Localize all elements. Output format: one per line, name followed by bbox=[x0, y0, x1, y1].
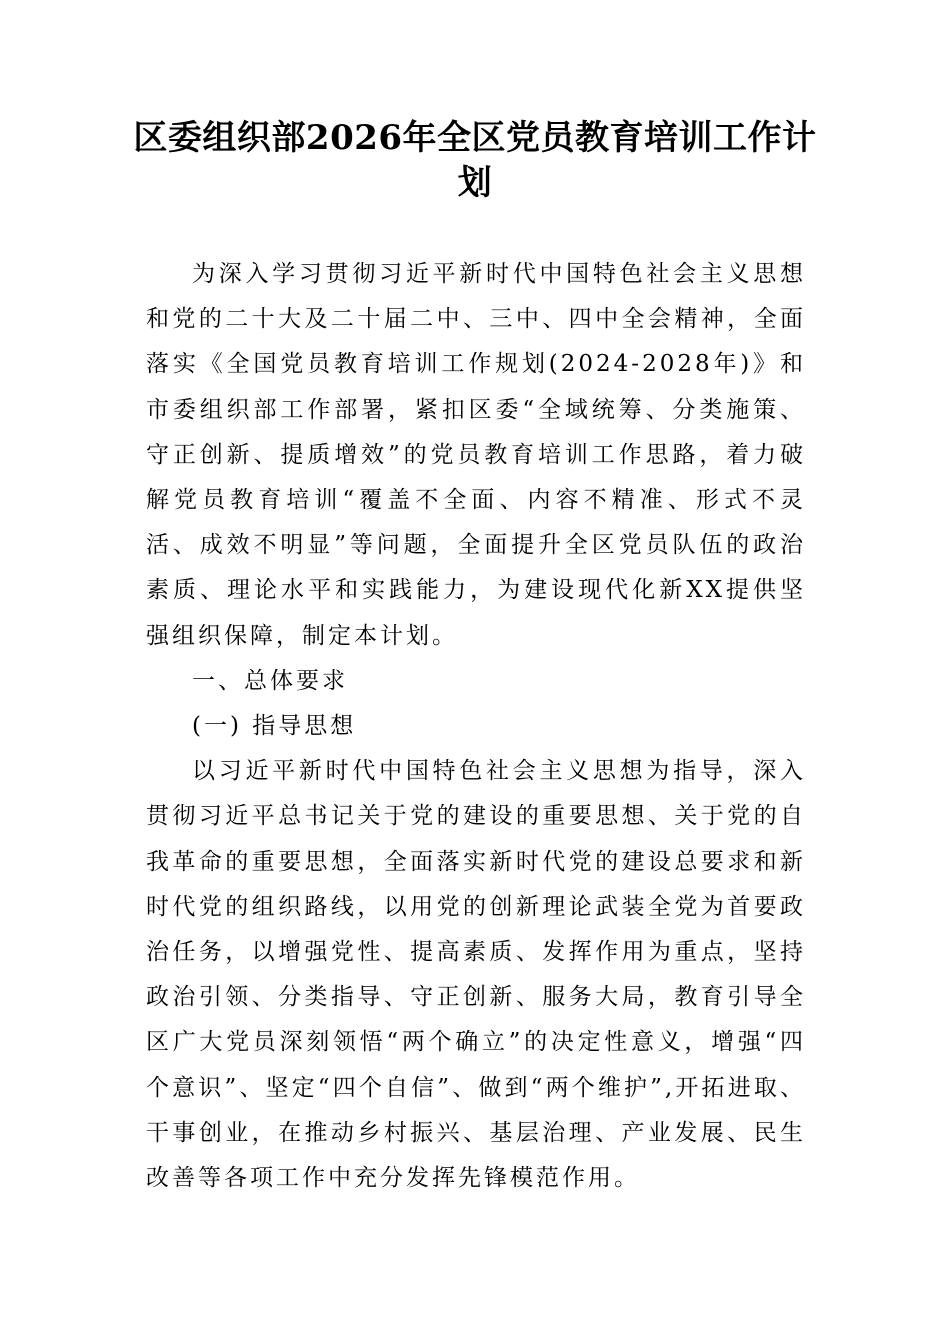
document-title: 区委组织部2026年全区党员教育培训工作计划 bbox=[133, 118, 817, 203]
intro-paragraph: 为深入学习贯彻习近平新时代中国特色社会主义思想和党的二十大及二十届二中、三中、四中全会精神，全面落实《全国党员教育培训工作规划(2024-2028年)》和市委组织部工作部署，紧扣区委“全域统筹、分类施策、守正创新、提质增效”的党员教育培训工作思路，着力破解党员教育培训“覆盖不全面、内容不精准、形式不灵活、成效不明显”等问题，全面提升全区党员队伍的政治素质、理论水平和实践能力，为建设现代化新XX提供坚强组织保障，制定本计划。 bbox=[146, 261, 806, 649]
section-heading-overall-requirements: 一、总体要求 bbox=[192, 667, 348, 694]
guiding-ideology-paragraph: 以习近平新时代中国特色社会主义思想为指导，深入贯彻习近平总书记关于党的建设的重要思想、关于党的自我革命的重要思想，全面落实新时代党的建设总要求和新时代党的组织路线，以用党的创新理论武装全党为首要政治任务，以增强党性、提高素质、发挥作用为重点，坚持政治引领、分类指导、守正创新、服务大局，教育引导全区广大党员深刻领悟“两个确立”的决定性意义，增强“四个意识”、坚定“四个自信”、做到“两个维护”,开拓进取、干事创业，在推动乡村振兴、基层治理、产业发展、民生改善等各项工作中充分发挥先锋模范作用。 bbox=[146, 758, 806, 1192]
subsection-heading-guiding-ideology: (一) 指导思想 bbox=[192, 713, 357, 740]
document-body bbox=[146, 252, 806, 1201]
